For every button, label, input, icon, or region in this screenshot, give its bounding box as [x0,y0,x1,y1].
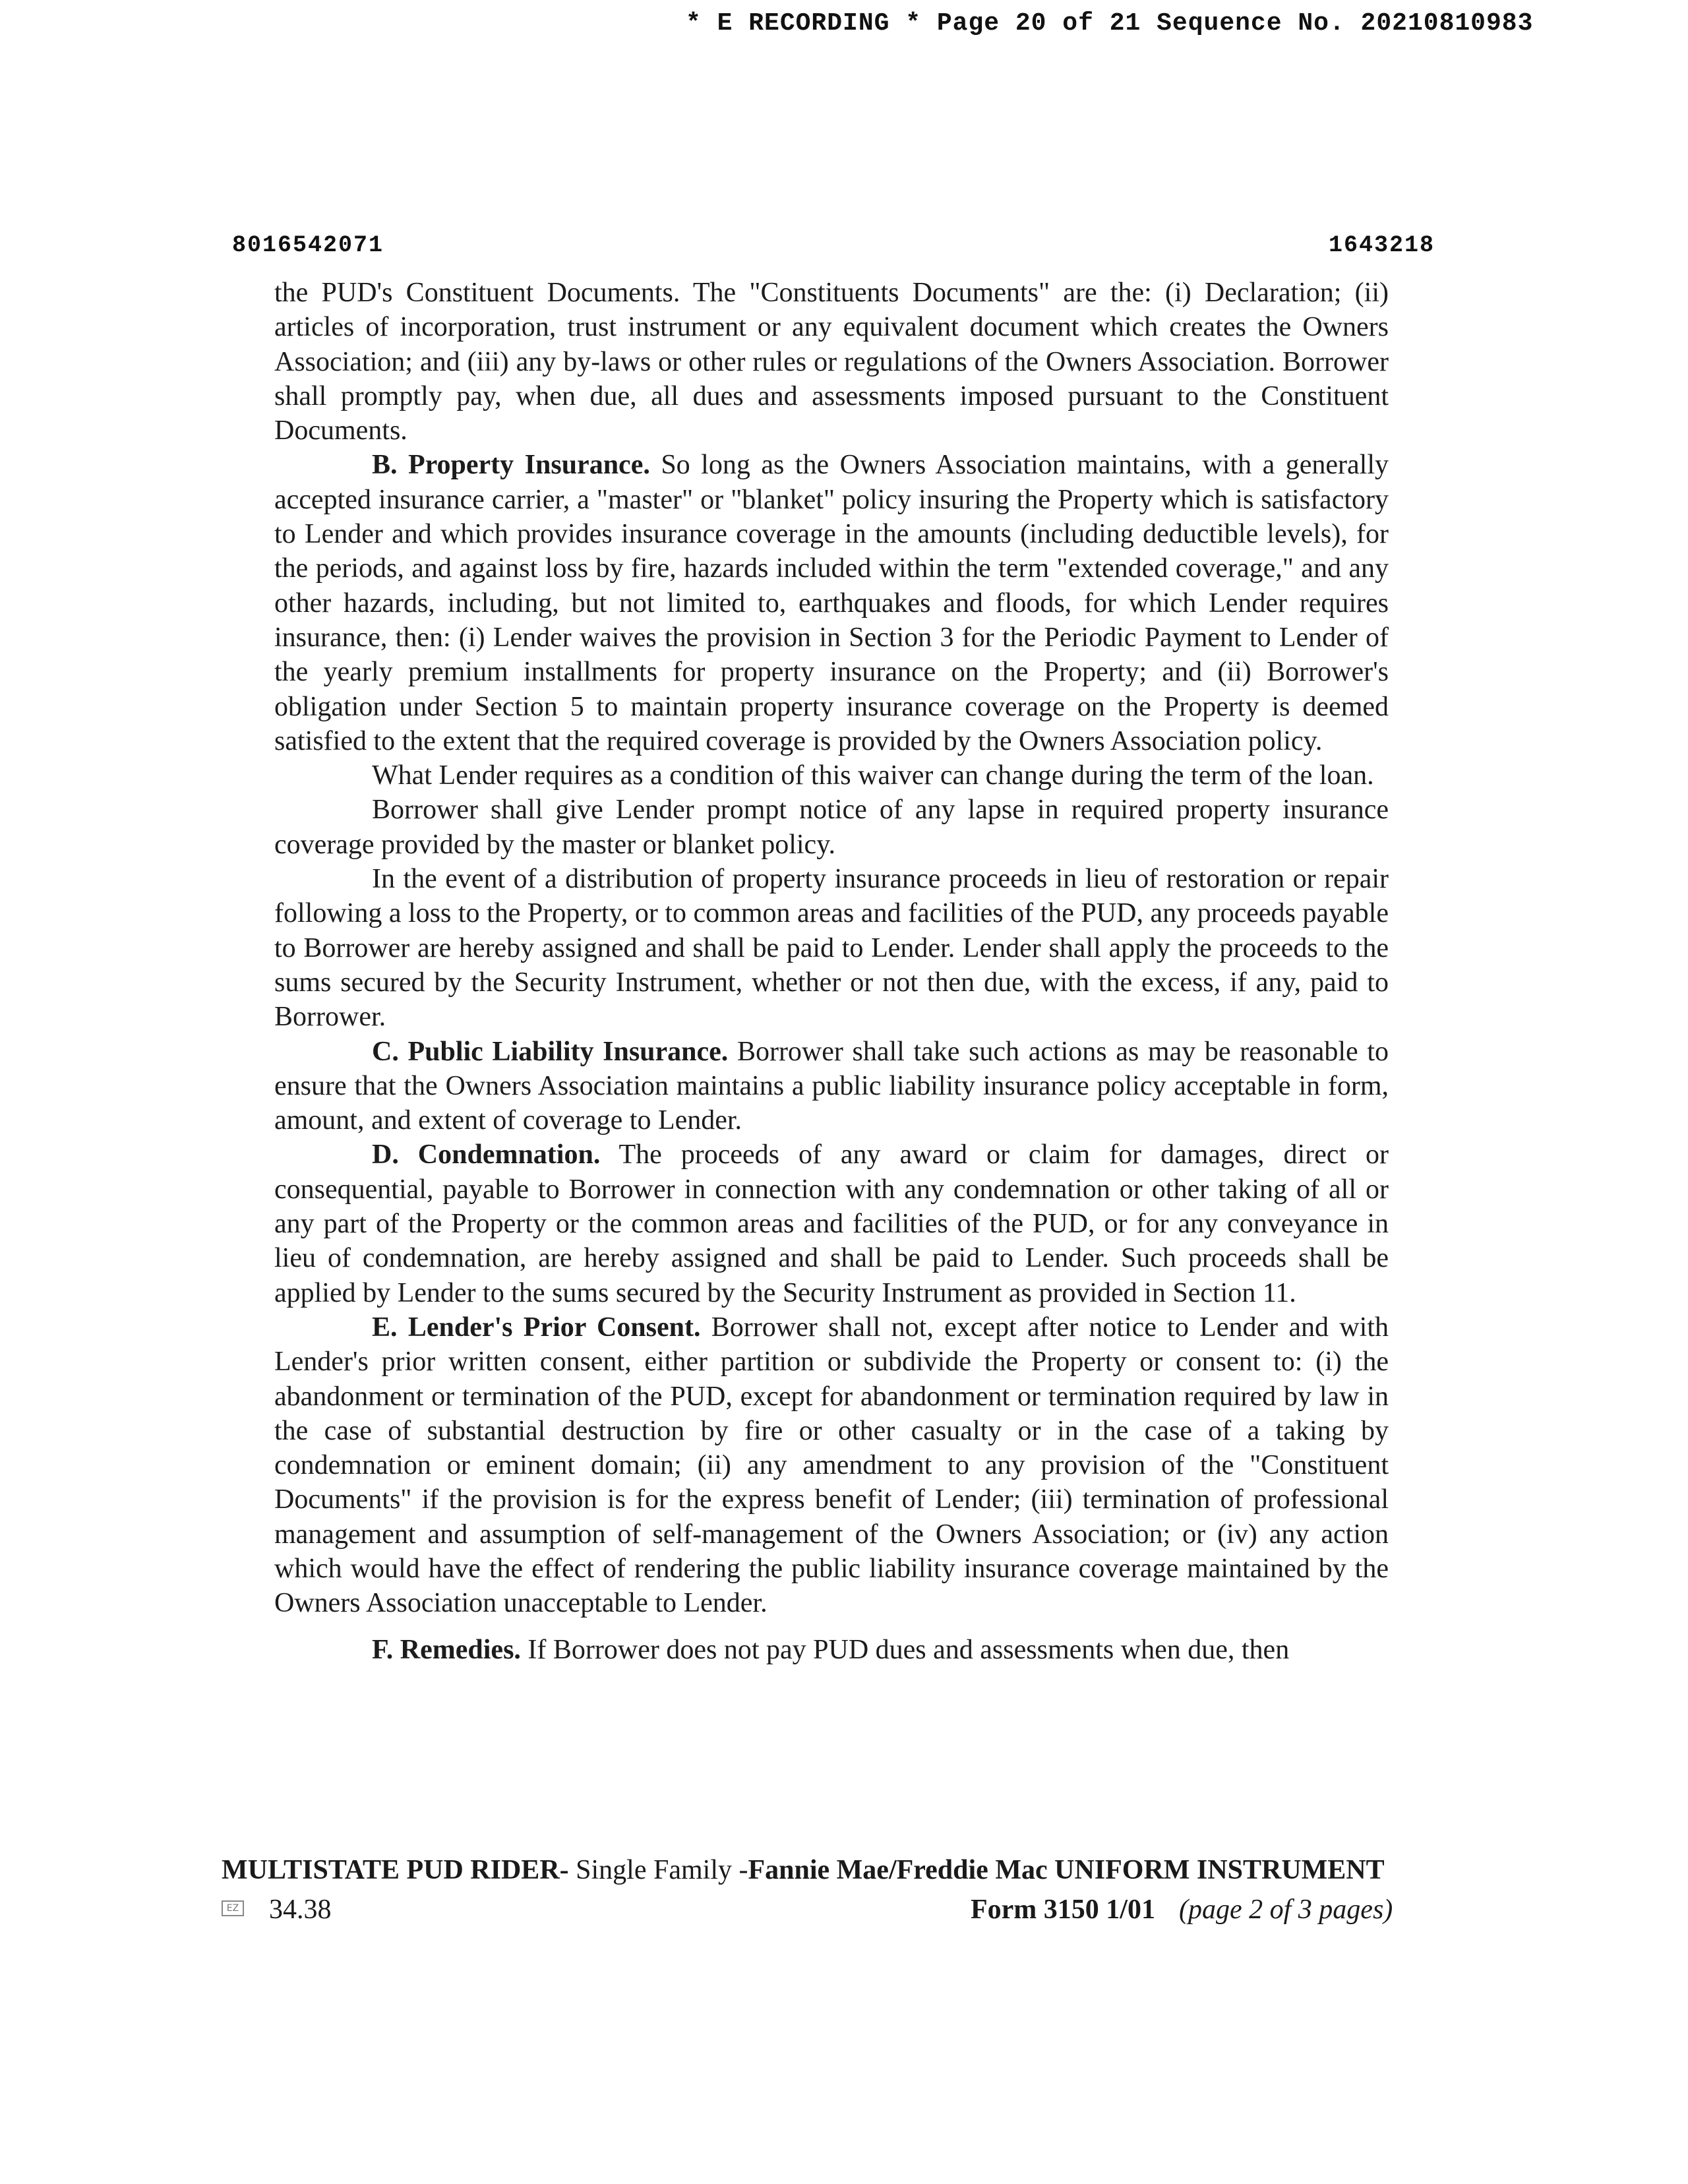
footer-title-part: MULTISTATE PUD RIDER- [222,1855,569,1885]
paragraph-notice: Borrower shall give Lender prompt notice of any lapse in required property insurance coverage provided by the master or blanket policy. [274,795,1389,860]
section-heading: D. Condemnation. [372,1139,601,1170]
section-e-prior-consent [274,1310,1389,1621]
section-text: So long as the Owners Association maintains, with a generally accepted insurance carrier, a "master" or "blanket" policy insuring the Property which is satisfactory to Lender and which provides insurance coverage in the amounts (including deductible levels), for the periods, and against loss by fire, hazards included within the term "extended coverage," and any other hazards, including, but not limited to, earthquakes and floods, for which Lender requires insurance, then: (i) Lender waives the provision in Section 3 for the Periodic Payment to Lender of the yearly premium installments for property insurance on the Property; and (ii) Borrower's obligation under Section 5 to maintain property insurance coverage on the Property is deemed satisfied to the extent that the required coverage is provided by the Owners Association policy. [274,450,1389,756]
section-b-property-insurance [274,448,1389,758]
form-code: 34.38 [269,1895,332,1925]
section-heading: C. Public Liability Insurance. [372,1036,729,1067]
page-reference: (page 2 of 3 pages) [1179,1895,1393,1925]
recording-header: * E RECORDING * Page 20 of 21 Sequence No. 20210810983 [686,9,1534,38]
form-id: Form 3150 1/01 [971,1895,1155,1925]
section-heading: B. Property Insurance. [372,450,650,481]
footer-form-info [222,1894,1416,1929]
section-heading: E. Lender's Prior Consent. [372,1312,701,1343]
section-f-remedies [274,1633,1389,1667]
paragraph-continuation: the PUD's Constituent Documents. The "Constituents Documents" are the: (i) Declaration; (ii) articles of incorporation, trust instrument or any equivalent document which creates the Owners Association; and (iii) any by-laws or other rules or regulations of the Owners Association. Borrower shall promptly pay, when due, all dues and assessments imposed pursuant to the Constituent Documents. [274,278,1389,446]
section-text: Borrower shall take such actions as may be reasonable to ensure that the Owners Association maintains a public liability insurance policy acceptable in form, amount, and extent of coverage to Lender. [274,1036,1389,1136]
section-text: Borrower shall not, except after notice to Lender and with Lender's prior written consent, either partition or subdivide the Property or consent to: (i) the abandonment or termination of the PUD, except for abandonment or termination required by law in the case of substantial destruction by fire or other casualty or in the case of a taking by condemnation or eminent domain; (ii) any amendment to any provision of the "Constituent Documents" if the provision is for the express benefit of Lender; (iii) termination of professional management and assumption of self-management of the Owners Association; or (iv) any action which would have the effect of rendering the public liability insurance coverage maintained by the Owners Association unacceptable to Lender. [274,1312,1389,1619]
section-text: If Borrower does not pay PUD dues and assessments when due, then [520,1634,1290,1665]
paragraph-distribution: In the event of a distribution of property insurance proceeds in lieu of restoration or repair following a loss to the Property, or to common areas and facilities of the PUD, any proceeds payable to Borrower are hereby assigned and shall be paid to Lender. Lender shall apply the proceeds to the sums secured by the Security Instrument, whether or not then due, with the excess, if any, paid to Borrower. [274,864,1389,1033]
document-body [274,276,1389,1667]
footer-title-part: Single Family - [568,1855,748,1885]
section-c-public-liability [274,1035,1389,1138]
section-heading: F. Remedies. [372,1634,521,1665]
footer-form-title [222,1854,1385,1886]
reference-number: 1643218 [1328,232,1435,258]
ez-logo-icon: EZ [222,1900,244,1916]
paragraph-waiver: What Lender requires as a condition of this waiver can change during the term of the loan. [372,760,1374,791]
footer-title-part: Fannie Mae/Freddie Mac UNIFORM INSTRUMENT [748,1855,1385,1885]
section-d-condemnation [274,1138,1389,1310]
loan-number: 8016542071 [232,232,384,258]
section-text: The proceeds of any award or claim for damages, direct or consequential, payable to Borrower in connection with any condemnation or other taking of all or any part of the Property or the common areas and facilities of the PUD, or for any conveyance in lieu of condemnation, are hereby assigned and shall be paid to Lender. Such proceeds shall be applied by Lender to the sums secured by the Security Instrument as provided in Section 11. [274,1139,1389,1308]
